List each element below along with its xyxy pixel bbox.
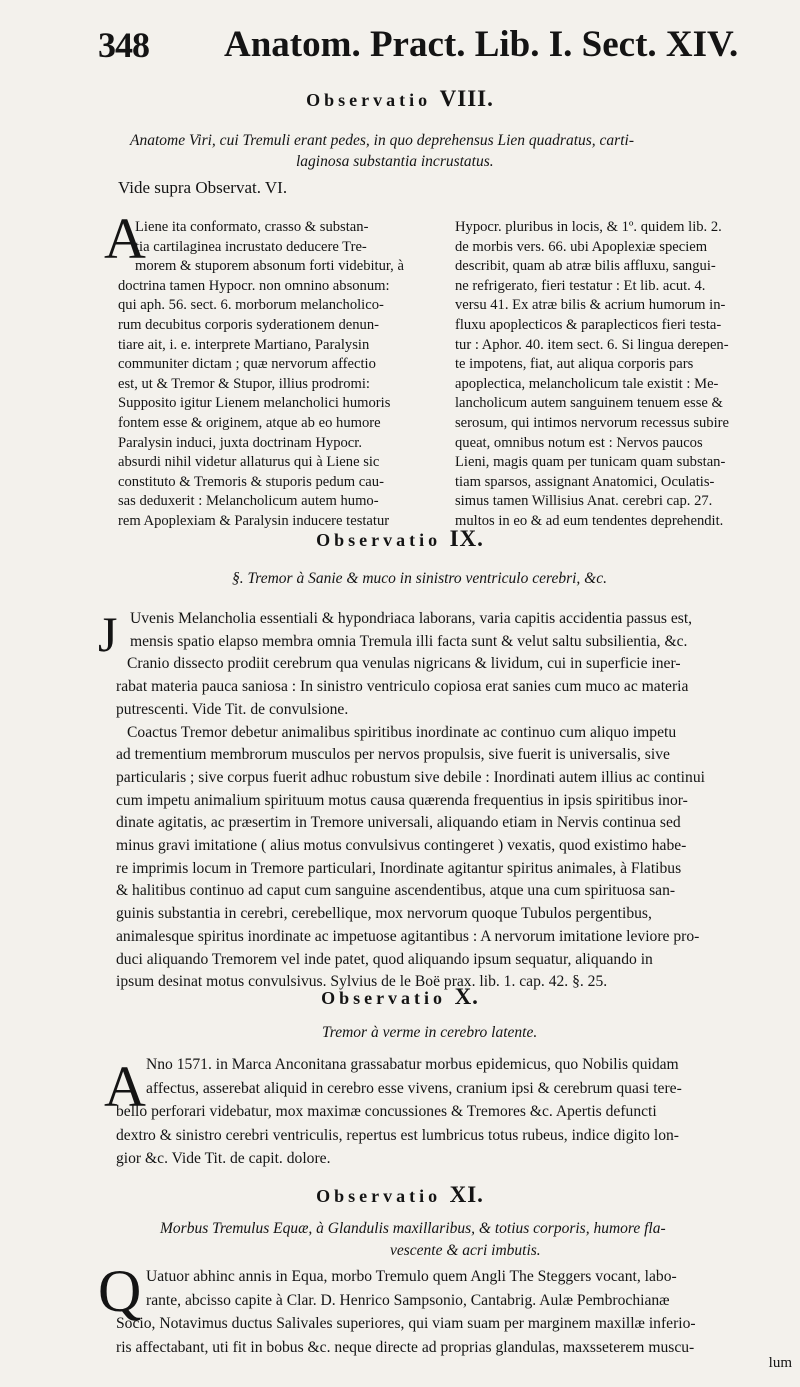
drop-cap: Q — [98, 1258, 142, 1324]
body-line: putrescenti. Vide Tit. de convulsione. — [116, 700, 349, 718]
left-column-line: morem & stuporem absonum forti videbitur, à — [135, 258, 404, 275]
page-number: 348 — [98, 25, 149, 65]
left-column-line: Liene ita conformato, crasso & substan- — [135, 219, 369, 235]
left-column-line: rum decubitus corporis syderationem denun- — [118, 317, 379, 333]
body-line: guinis substantia in cerebri, cerebellique, mox nervorum quoque Tubulos pergentibus, — [116, 905, 652, 923]
left-column-line: sas deduxerit : Melancholicum autem humo- — [118, 493, 379, 510]
left-column-line: rem Apoplexiam & Paralysin inducere testatur — [118, 513, 390, 529]
right-column-line: queat, omnibus notum est : Nervos paucos — [455, 434, 703, 451]
right-column-line: lancholicum autem sanguinem tenuem esse & — [455, 395, 723, 412]
left-column-line: Paralysin induci, juxta doctrinam Hypocr. — [118, 434, 362, 451]
left-column-line: qui aph. 56. sect. 6. morborum melancholico- — [118, 297, 384, 314]
body-line: particularis ; sive corpus fuerit adhuc robustum sive debile : Inordinati autem illius ac continui — [116, 768, 705, 786]
observation-8-subtitle-line: Anatome Viri, cui Tremuli erant pedes, in quo deprehensus Lien quadratus, carti- — [130, 132, 634, 149]
drop-cap: A — [104, 206, 146, 271]
observation-11-subtitle-line: vescente & acri imbutis. — [390, 1242, 541, 1259]
cross-reference: Vide supra Observat. VI. — [118, 178, 288, 197]
drop-cap: J — [98, 606, 118, 662]
body-line: cum impetu animalium spirituum motus causa quærenda frequentius in ipsis spiritibus inor- — [116, 791, 688, 809]
observation-label: Observatio — [306, 90, 432, 110]
right-column-line: fluxu apoplecticos & paraplecticos fieri testa- — [455, 317, 722, 333]
left-column-line: tiare ait, i. e. interprete Martiano, Paralysin — [118, 336, 370, 353]
observation-11-subtitle-line: Morbus Tremulus Equæ, à Glandulis maxillaribus, & totius corporis, humore fla- — [160, 1220, 666, 1237]
right-column-line: Lieni, magis quam per tunicam quam substan- — [455, 454, 726, 471]
right-column-line: describit, quam ab atræ bilis affluxu, sangui- — [455, 258, 716, 275]
left-column-line: tia cartilaginea incrustato deducere Tre- — [135, 238, 367, 255]
right-column-line: de morbis vers. 66. ubi Apoplexiæ speciem — [455, 238, 708, 255]
left-column-line: communiter dictam ; quæ nervorum affectio — [118, 356, 376, 373]
body-line: duci aliquando Tremorem vel inde patet, quod aliquando ipsum sequatur, aliquando in — [116, 950, 653, 968]
left-column-line: absurdi nihil videtur allaturus qui à Liene sic — [118, 454, 380, 471]
body-line: mensis spatio elapso membra omnia Tremula illi facta sunt & velut saltu subsilientia, &c. — [130, 632, 688, 650]
observation-8-subtitle-line: laginosa substantia incrustatus. — [296, 153, 494, 170]
running-title: Anatom. Pract. Lib. I. Sect. XIV. — [224, 24, 739, 65]
body-line: dinate agitatis, ac præsertim in Tremore universali, aliquando etiam in Nervis continua sed — [116, 814, 681, 832]
left-column-line: constituto & Tremoris & stuporis pedum cau- — [118, 473, 384, 490]
right-column-line: simus tamen Willisius Anat. cerebri cap. 27. — [455, 493, 713, 510]
body-line: rante, abcisso capite à Clar. D. Henrico Sampsonio, Cantabrig. Aulæ Pembrochianæ — [146, 1291, 670, 1309]
right-column-line: tiam sparsos, assignant Anatomici, Oculatis- — [455, 473, 715, 490]
observation-number: X. — [454, 984, 479, 1009]
right-column-line: serosum, qui intimos nervorum recessus subire — [455, 415, 729, 431]
observation-8-heading — [0, 86, 800, 112]
body-line: ipsum desinat motus convulsivus. Sylvius de le Boë prax. lib. 1. cap. 42. §. 25. — [116, 973, 608, 991]
body-line: Coactus Tremor debetur animalibus spiritibus inordinate ac continuo cum aliquo impetu — [127, 723, 677, 741]
body-line: Cranio dissecto prodiit cerebrum qua venulas nigricans & lividum, cui in superficie iner- — [127, 655, 681, 673]
observation-11-heading — [0, 1182, 800, 1208]
left-column-line: est, ut & Tremor & Stupor, illius prodromi: — [118, 375, 370, 392]
body-line: Nno 1571. in Marca Anconitana grassabatur morbus epidemicus, quo Nobilis quidam — [146, 1056, 679, 1073]
catchword: lum — [768, 1355, 792, 1371]
body-line: & halitibus continuo ad caput cum sanguine ascendentibus, atque una cum spirituosa san- — [116, 882, 676, 900]
body-line: bello perforari videbatur, mox maximæ concussiones & Tremores &c. Apertis defuncti — [116, 1103, 657, 1120]
observation-label: Observatio — [316, 1186, 442, 1206]
body-line: re imprimis locum in Tremore particulari, Inordinate agitantur spiritus animales, à Flatibus — [116, 859, 682, 877]
body-line: animalesque spiritus inordinate ac impetuose agitantibus : A nervorum imitatione leviore pro- — [116, 927, 700, 945]
body-line: Socio, Notavimus ductus Salivales superiores, qui viam suam per marginem maxillæ inferio- — [116, 1315, 696, 1332]
body-line: affectus, asserebat aliquid in cerebro esse vivens, cranium ipsi & cerebrum quasi tere- — [146, 1079, 682, 1097]
right-column-line: te impotens, fiat, aut aliqua corporis pars — [455, 356, 694, 373]
body-line: Uatuor abhinc annis in Equa, morbo Tremulo quem Angli The Steggers vocant, labo- — [146, 1268, 677, 1285]
right-column-line: apoplectica, melancholicum tale existit : Me- — [455, 375, 719, 392]
body-line: ad trementium membrorum musculos per nervos propulsis, sive fuerit is universalis, sive — [116, 746, 670, 764]
right-column-line: versu 41. Ex atræ bilis & acrium humorum in- — [455, 297, 726, 314]
right-column-line: Hypocr. pluribus in locis, & 1º. quidem lib. 2. — [455, 219, 722, 235]
body-line: minus gravi imitatione ( alius motus convulsivus contingeret ) vexatis, quod existimo habe- — [116, 837, 687, 854]
observation-label: Observatio — [316, 530, 442, 550]
right-column-line: ne refrigerato, fieri testatur : Et lib. acut. 4. — [455, 277, 706, 294]
body-line: dextro & sinistro cerebri ventriculis, repertus est lumbricus totus rubeus, indice digito lon- — [116, 1126, 679, 1144]
observation-9-subtitle: §. Tremor à Sanie & muco in sinistro ventriculo cerebri, &c. — [232, 570, 607, 587]
left-column-line: Supposito igitur Lienem melancholici humoris — [118, 395, 391, 412]
observation-10-heading — [0, 984, 800, 1010]
running-header — [98, 22, 798, 68]
body-line: rabat materia pauca saniosa : In sinistro ventriculo copiosa erat sanies cum muco ac materia — [116, 678, 689, 696]
right-column-line: multos in eo & ad eum tendentes deprehendit. — [455, 513, 724, 529]
left-column-line: fontem esse & originem, atque ab eo humore — [118, 415, 381, 431]
observation-10-subtitle: Tremor à verme in cerebro latente. — [322, 1024, 538, 1041]
observation-label: Observatio — [321, 988, 447, 1008]
body-line: gior &c. Vide Tit. de capit. dolore. — [116, 1150, 331, 1167]
left-column-line: doctrina tamen Hypocr. non omnino absonum: — [118, 277, 390, 294]
observation-number: VIII. — [439, 86, 494, 111]
observation-9-heading — [0, 526, 800, 552]
right-column-line: tur : Aphor. 40. item sect. 6. Si lingua derepen- — [455, 336, 729, 353]
drop-cap: A — [104, 1054, 146, 1119]
body-line: Uvenis Melancholia essentiali & hypondriaca laborans, varia capitis accidentia passus est, — [130, 610, 693, 627]
observation-number: XI. — [449, 1182, 484, 1207]
body-line: ris affectabant, uti fit in bobus &c. neque directe ad proprias glandulas, maxsseterem muscu- — [116, 1338, 695, 1356]
observation-number: IX. — [449, 526, 484, 551]
